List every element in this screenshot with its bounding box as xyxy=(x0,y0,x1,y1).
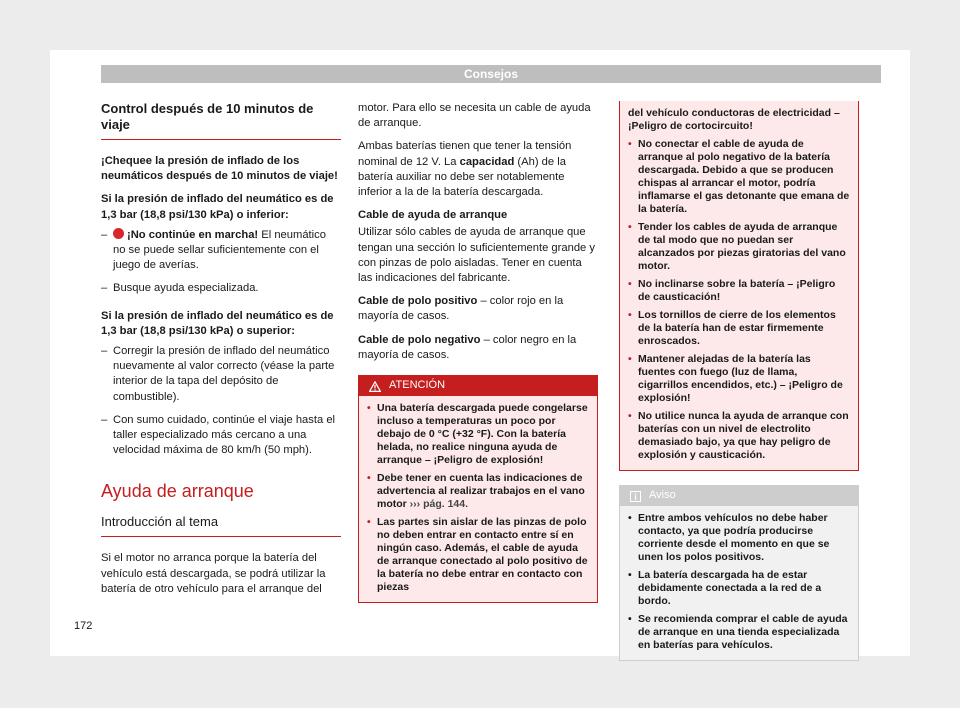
note-item: • La batería descargada ha de estar debidamente conectada a la red de a bordo. xyxy=(628,569,822,607)
negative-cable: Cable de polo negativo – color negro en la mayoría de casos. xyxy=(358,333,577,361)
case1-title: Si la presión de inflado del neumático es de 1,3 bar (18,8 psi/130 kPa) o inferior: xyxy=(101,193,334,221)
warning-item: • Los tornillos de cierre de los elementos de la batería han de estar firmemente enroscados. xyxy=(628,309,836,347)
list-item: – ¡No continúe en marcha! El neumático no se puede sellar suficientemente con el juego de averías. xyxy=(101,228,326,272)
warning-item: • Debe tener en cuenta las indicaciones de advertencia al realizar trabajos en el vano motor ››› pág. 144. xyxy=(367,472,585,511)
warning-item: • No conectar el cable de ayuda de arranque al polo negativo de la batería descargada. Debido a que se producen chispas al arrancar el motor, podría inflamarse el gas detonante que emana de la batería. xyxy=(628,138,850,215)
column-2 xyxy=(358,101,598,603)
warning-box-continued xyxy=(619,101,859,471)
column-3 xyxy=(619,101,859,661)
list-item: – Busque ayuda especializada. xyxy=(101,282,259,295)
cable-title: Cable de ayuda de arranque xyxy=(358,209,508,222)
page-number: 172 xyxy=(74,620,93,632)
paragraph: Ambas baterías tienen que tener la tensión nominal de 12 V. La capacidad (Ah) de la batería auxiliar no debe ser notablemente inferior a la de la batería descargada. xyxy=(358,140,572,199)
note-body xyxy=(620,506,858,660)
warning-item: • Tender los cables de ayuda de arranque de tal modo que no puedan ser alcanzados por piezas giratorias del vano motor. xyxy=(628,221,846,272)
positive-cable: Cable de polo positivo – color rojo en la mayoría de casos. xyxy=(358,295,564,323)
info-icon xyxy=(630,491,641,502)
warning-item: • Las partes sin aislar de las pinzas de polo no deben entrar en contacto entre sí en ningún caso. Además, el cable de ayuda de arranque conectado al polo positivo de la batería no debe entrar en contacto con piezas xyxy=(367,516,588,594)
column-1 xyxy=(101,101,341,605)
warning-box xyxy=(358,375,598,603)
warning-item: • No inclinarse sobre la batería – ¡Peligro de causticación! xyxy=(628,278,836,303)
warning-triangle-icon xyxy=(369,381,381,392)
list-item: – Corregir la presión de inflado del neumático nuevamente al valor correcto (véase la parte interior de la tapa del depósito de combustible). xyxy=(101,345,335,403)
chapter-header: Consejos xyxy=(101,65,881,83)
sub-heading: Introducción al tema xyxy=(101,514,341,537)
warning-body xyxy=(359,396,597,602)
section-title: Control después de 10 minutos de viaje xyxy=(101,101,341,140)
warning-body: del vehículo conductoras de electricidad – ¡Peligro de cortocircuito! • No conectar el cable de ayuda de arranque al polo negativo de la batería descargada. Debido a que se producen chispas al arrancar el motor, podría inflamarse el gas detonante que emana de la batería. • Tender los cables de ayuda de arranque de tal modo que no puedan ser alcanzados por piezas giratorias del vano motor. • No inclinarse sobre la batería – ¡Peligro de causticación! • Los tornillos de cierre de los elementos de la batería han de estar firmemente enroscados. • Mantener alejadas de la batería las fuentes con fuego (luz de llama, cigarrillos encendidos, etc.) – ¡Peligro de explosión! • No utilice nunca la ayuda de arranque con baterías con un nivel de electrolito demasiado bajo, ya que hay peligro de explosión y causticación. xyxy=(628,107,850,461)
case2-title: Si la presión de inflado del neumático es de 1,3 bar (18,8 psi/130 kPa) o superior: xyxy=(101,309,334,337)
note-box xyxy=(619,485,859,661)
paragraph: motor. Para ello se necesita un cable de ayuda de arranque. xyxy=(358,102,591,130)
note-header: Aviso xyxy=(620,486,858,506)
note-item: • Entre ambos vehículos no debe haber contacto, ya que podría producirse corriente desde el momento en que se unen los polos positivos. xyxy=(628,512,830,563)
warning-item: • No utilice nunca la ayuda de arranque con baterías con un nivel de electrolito demasiado bajo, ya que hay peligro de explosión y causticación. xyxy=(628,410,849,461)
warning-header: ATENCIÓN xyxy=(359,376,597,396)
manual-page xyxy=(50,50,910,656)
page-reference-link[interactable]: ››› pág. 144. xyxy=(409,498,469,511)
intro-text: Si el motor no arranca porque la batería del vehículo está descargada, se podrá utilizar la batería de otro vehículo para el arranque del xyxy=(101,552,326,595)
stop-warning-icon xyxy=(113,228,124,239)
warning-item: • Mantener alejadas de la batería las fuentes con fuego (luz de llama, cigarrillos encendidos, etc.) – ¡Peligro de explosión! xyxy=(628,353,843,404)
note-item: • Se recomienda comprar el cable de ayuda de arranque en una tienda especializada en baterías para vehículos. xyxy=(628,613,848,651)
list-item: – Con sumo cuidado, continúe el viaje hasta el taller especializado más cercano a una velocidad máxima de 80 km/h (50 mph). xyxy=(101,413,336,457)
cable-text: Utilizar sólo cables de ayuda de arranque que tengan una sección lo suficientemente grande y con pinzas de polo aisladas. Tener en cuenta las indicaciones del fabricante. xyxy=(358,226,595,285)
warning-item: • Una batería descargada puede congelarse incluso a temperaturas un poco por debajo de 0 °C (+32 °F). Con la batería helada, no realice ninguna ayuda de arranque – ¡Peligro de explosión! xyxy=(367,402,588,467)
big-heading: Ayuda de arranque xyxy=(101,481,254,502)
intro-bold: ¡Chequee la presión de inflado de los neumáticos después de 10 minutos de viaje! xyxy=(101,155,338,183)
